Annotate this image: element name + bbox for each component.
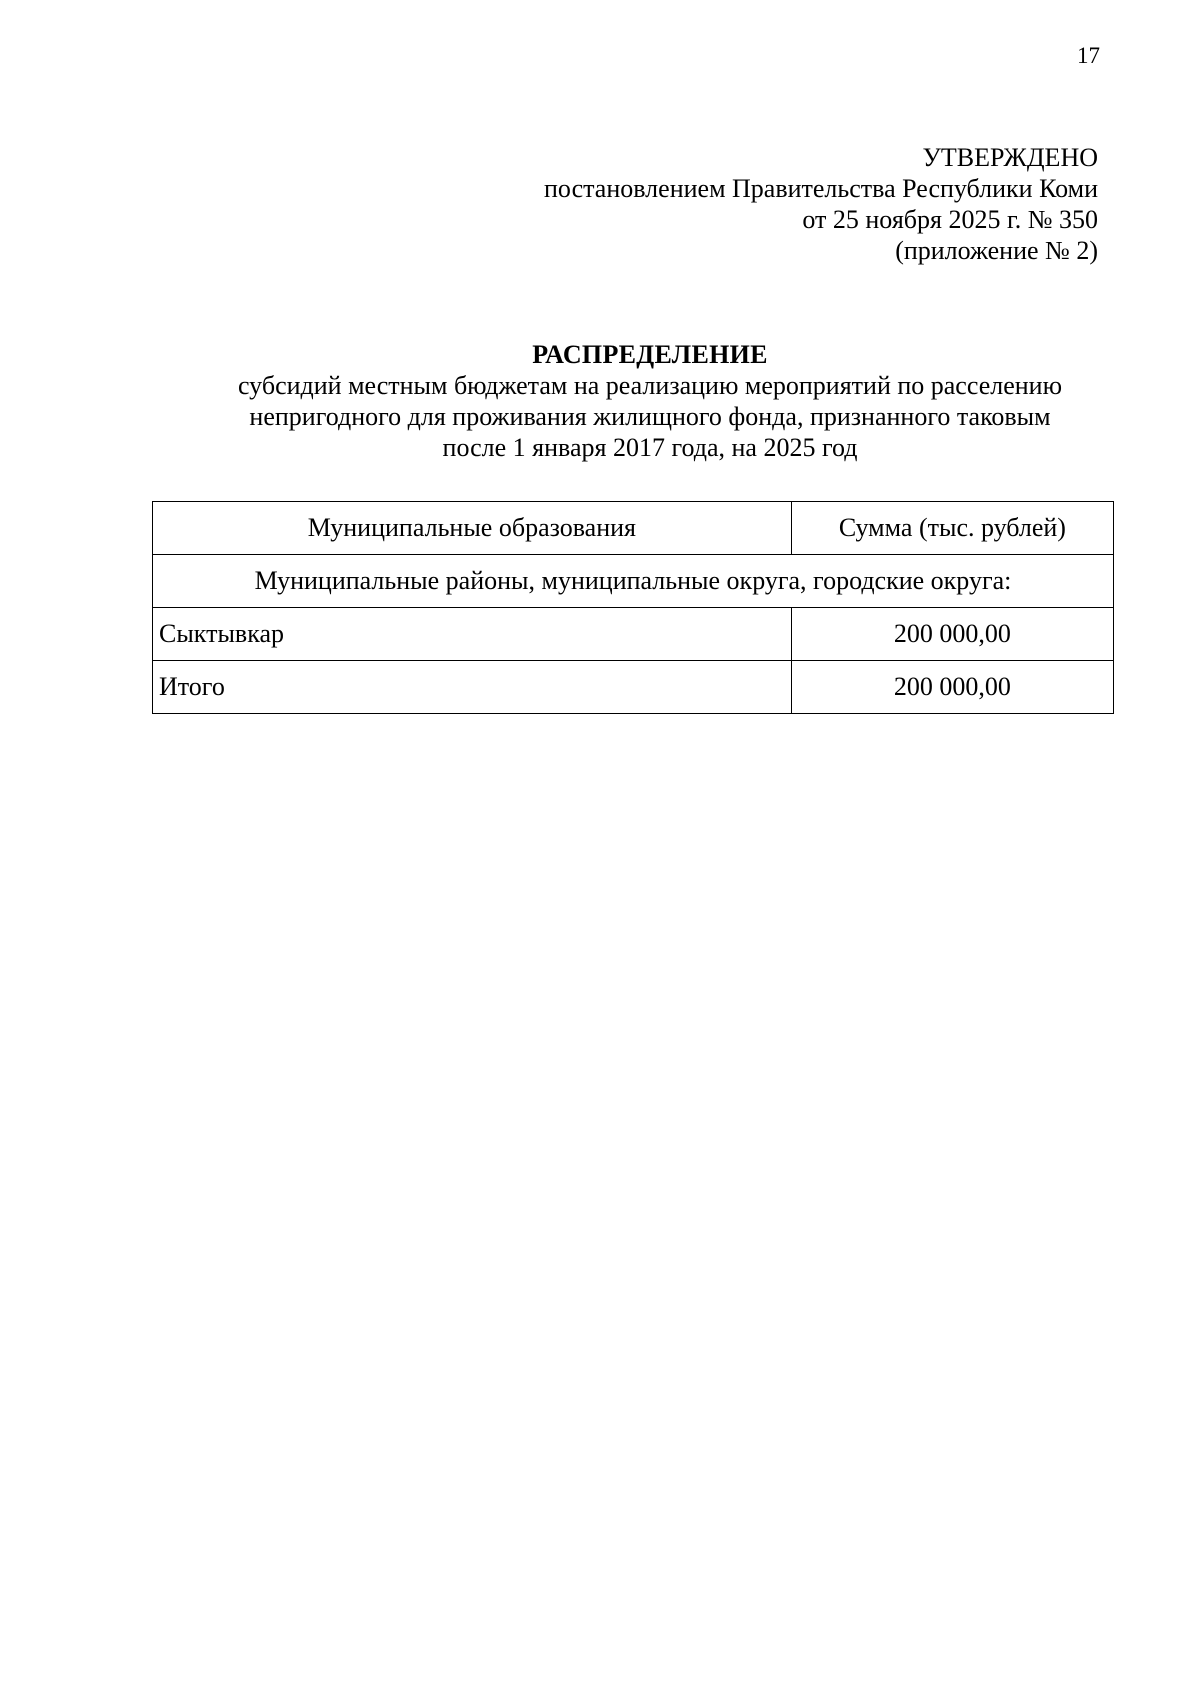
row-amount-total: 200 000,00 <box>791 661 1113 714</box>
approval-block <box>398 142 1098 266</box>
header-amount: Сумма (тыс. рублей) <box>791 502 1113 555</box>
approval-line-date-number: от 25 ноября 2025 г. № 350 <box>802 205 1098 234</box>
approval-line-approved: УТВЕРЖДЕНО <box>922 143 1098 172</box>
row-name-syktyvkar: Сыктывкар <box>153 608 792 661</box>
document-subtitle-line-3: после 1 января 2017 года, на 2025 год <box>442 433 858 462</box>
row-name-total: Итого <box>153 661 792 714</box>
document-title: РАСПРЕДЕЛЕНИЕ <box>532 340 768 369</box>
row-amount-syktyvkar: 200 000,00 <box>791 608 1113 661</box>
document-subtitle-line-1: субсидий местным бюджетам на реализацию мероприятий по расселению <box>237 371 1063 400</box>
document-heading <box>150 339 1150 463</box>
approval-line-resolution: постановлением Правительства Республики Коми <box>544 174 1098 203</box>
document-subtitle-line-2: непригодного для проживания жилищного фонда, признанного таковым <box>249 402 1051 431</box>
table-row <box>153 608 1114 661</box>
table-section-row <box>153 555 1114 608</box>
table-header-row <box>153 502 1114 555</box>
approval-line-appendix: (приложение № 2) <box>895 236 1098 265</box>
table-row-total <box>153 661 1114 714</box>
page-number: 17 <box>1077 43 1100 68</box>
distribution-table <box>152 501 1114 714</box>
section-label: Муниципальные районы, муниципальные округа, городские округа: <box>153 555 1114 608</box>
header-municipalities: Муниципальные образования <box>153 502 792 555</box>
